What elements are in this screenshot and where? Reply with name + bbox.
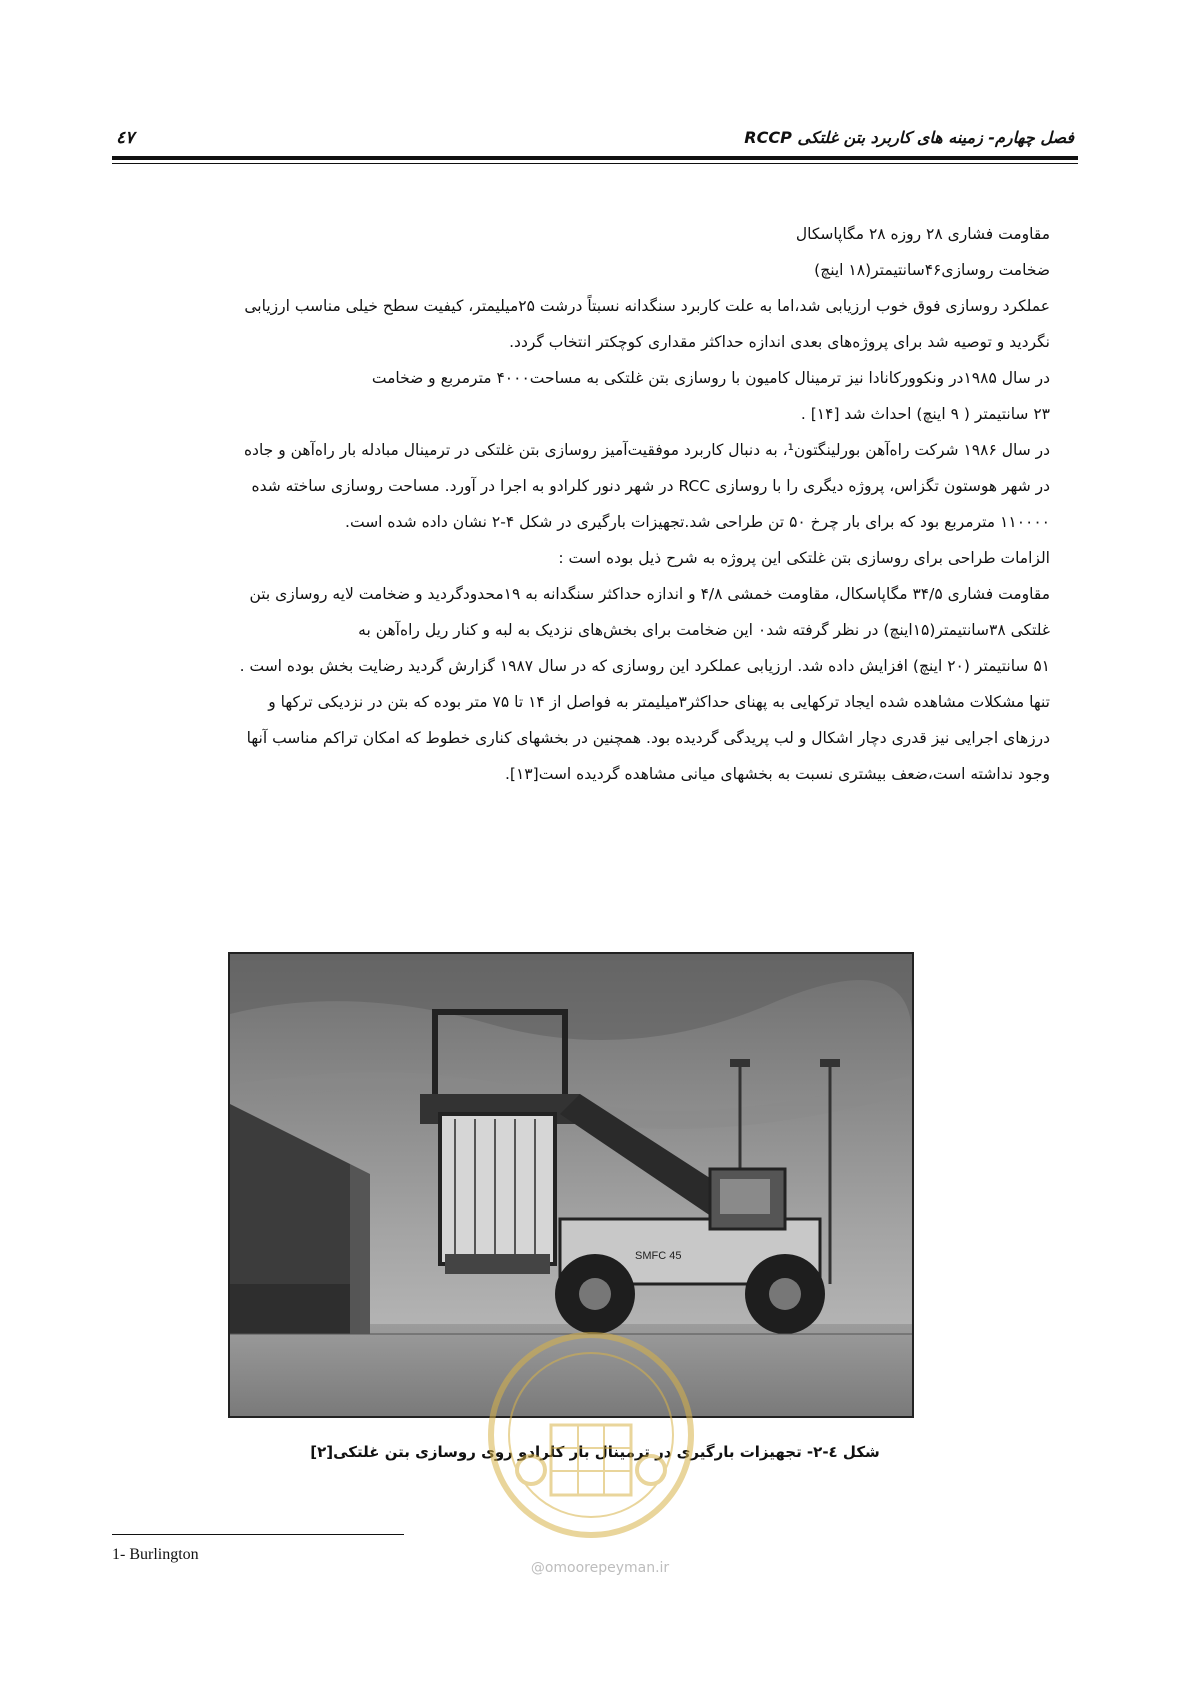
text-line: درزهای اجرایی نیز قدری دچار اشکال و لب پریدگی گردیده بود. همچنین در بخشهای کناری خطوط که امکان تراکم مناسب آنها [246, 729, 1050, 747]
paragraph [112, 216, 1078, 252]
paragraph [112, 576, 1078, 792]
watermark-seal-icon [486, 1330, 696, 1540]
text-line: در شهر هوستون تگزاس، پروژه دیگری را با روسازی RCC در شهر دنور کلرادو به اجرا در آورد. مساحت روسازی ساخته شده [251, 477, 1050, 495]
watermark-url: @omoorepeyman.ir [530, 1560, 670, 1576]
text-line: وجود نداشته است،ضعف بیشتری نسبت به بخشهای میانی مشاهده گردیده است[۱۳]. [505, 765, 1050, 783]
text-line: نگردید و توصیه شد برای پروژه‌های بعدی اندازه حداکثر مقداری کوچکتر انتخاب گردد. [509, 333, 1050, 351]
text-line: در سال ۱۹۸۵در ونکوورکانادا نیز ترمینال کامیون با روسازی بتن غلتکی به مساحت۴۰۰۰ مترمربع و ضخامت [371, 369, 1050, 387]
paragraph [112, 540, 1078, 576]
footnote-rule [112, 1534, 404, 1535]
text-line: در سال ۱۹۸۶ شرکت راه‌آهن بورلینگتون¹، به دنبال کاربرد موفقیت‌آمیز روسازی بتن غلتکی در ترمینال مبادله بار راه‌آهن و جاده [243, 441, 1050, 459]
chapter-title: فصل چهارم- زمینه های کاربرد بتن غلتکی RCCP [744, 128, 1074, 147]
text-line: ۱۱۰۰۰۰ مترمربع بود که برای بار چرخ ۵۰ تن طراحی شد.تجهیزات بارگیری در شکل ۴-۲ نشان داده شده است. [345, 513, 1050, 531]
text-line: مقاومت فشاری ۳۴/۵ مگاپاسکال، مقاومت خمشی ۴/۸ و اندازه حداکثر سنگدانه به ۱۹محدودگردید و ضخامت لایه روسازی بتن [249, 585, 1050, 603]
paragraph [112, 252, 1078, 288]
text-line: ۲۳ سانتیمتر ( ۹ اینچ) احداث شد [۱۴] . [800, 405, 1050, 423]
vehicle-marking: SMFC 45 [635, 1250, 682, 1262]
paragraph [112, 360, 1078, 432]
text-line: الزامات طراحی برای روسازی بتن غلتکی این پروژه به شرح ذیل بوده است : [558, 549, 1050, 567]
text-line: ۵۱ سانتیمتر (۲۰ اینچ) افزایش داده شد. ارزیابی عملکرد این روسازی که در سال ۱۹۸۷ گزارش گردید رضایت بخش بوده است . [239, 657, 1050, 675]
text-line: ضخامت روسازی۴۶سانتیمتر(۱۸ اینچ) [814, 261, 1050, 279]
text-line: تنها مشکلات مشاهده شده ایجاد ترکهایی به پهنای حداکثر۳میلیمتر به فواصل از ۱۴ تا ۷۵ متر بوده که بتن در نزدیکی ترکها و [268, 693, 1050, 711]
figure-caption: شکل ٤-۲- تجهیزات بارگیری در ترمینال بار کلرادو روی روسازی بتن غلتکی[۲] [310, 1443, 880, 1461]
text-line: غلتکی ۳۸سانتیمتر(۱۵اینچ) در نظر گرفته شد۰ این ضخامت برای بخش‌های نزدیک به لبه و کنار ریل راه‌آهن به [358, 621, 1050, 639]
footnote: 1- Burlington [112, 1546, 199, 1563]
body-text [112, 216, 1078, 792]
header-rule-thick [112, 156, 1078, 160]
paragraph [112, 288, 1078, 360]
text-line: مقاومت فشاری ۲۸ روزه ۲۸ مگاپاسکال [795, 225, 1050, 243]
page-number: ٤٧ [116, 128, 135, 148]
text-line: عملکرد روسازی فوق خوب ارزیابی شد،اما به علت کاربرد سنگدانه نسبتاً درشت ۲۵میلیمتر، کیفیت سطح خیلی مناسب ارزیابی [244, 297, 1050, 315]
paragraph [112, 432, 1078, 540]
page-header [112, 124, 1078, 164]
header-rule-thin [112, 163, 1078, 164]
